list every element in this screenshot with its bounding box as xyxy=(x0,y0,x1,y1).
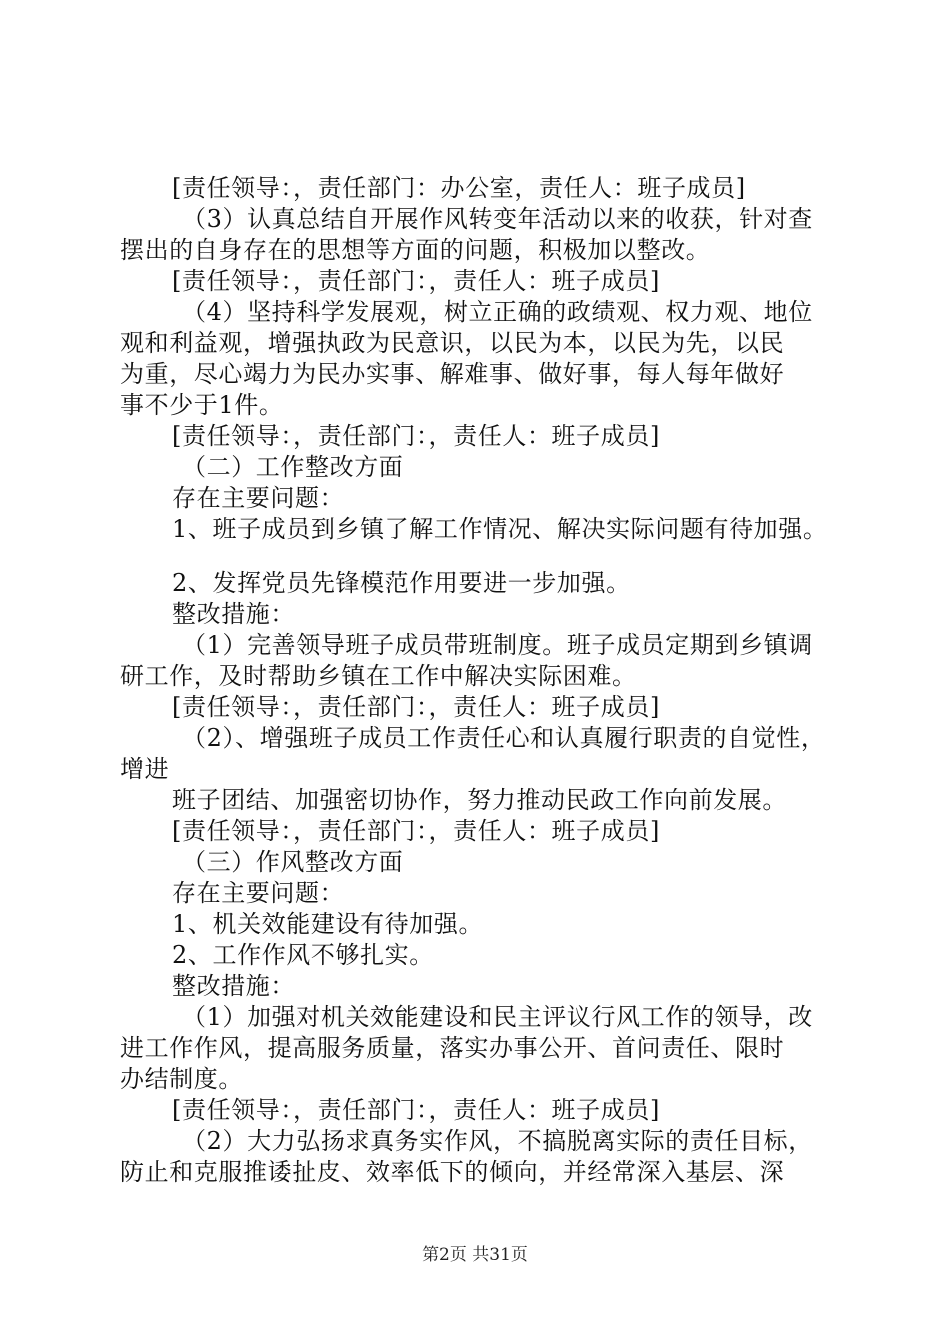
paragraph-line: 研工作，及时帮助乡镇在工作中解决实际困难。 xyxy=(120,662,637,690)
paragraph-line: （3）认真总结自开展作风转变年活动以来的收获，针对查 xyxy=(182,205,813,233)
section-heading: （三）作风整改方面 xyxy=(182,848,404,876)
document-body xyxy=(120,173,850,1188)
paragraph-line: 2、工作作风不够扎实。 xyxy=(172,941,434,969)
subheading: 整改措施： xyxy=(172,600,295,628)
paragraph-line: （4）坚持科学发展观，树立正确的政绩观、权力观、地位 xyxy=(182,298,813,326)
subheading: 存在主要问题： xyxy=(172,484,345,512)
paragraph-line: 班子团结、加强密切协作，努力推动民政工作向前发展。 xyxy=(172,786,787,814)
page-footer: 第2页 共31页 xyxy=(422,1245,528,1265)
paragraph-line: 防止和克服推诿扯皮、效率低下的倾向，并经常深入基层、深 xyxy=(120,1158,785,1186)
responsibility-line: [责任领导：，责任部门：，责任人：班子成员] xyxy=(172,422,660,450)
paragraph-line: 办结制度。 xyxy=(120,1065,243,1093)
paragraph-line: 2、发挥党员先锋模范作用要进一步加强。 xyxy=(172,569,631,597)
responsibility-line: [责任领导：，责任部门：，责任人：班子成员] xyxy=(172,693,660,721)
paragraph-line: 为重，尽心竭力为民办实事、解难事、做好事，每人每年做好 xyxy=(120,360,785,388)
paragraph-line: 进工作作风，提高服务质量，落实办事公开、首问责任、限时 xyxy=(120,1034,785,1062)
section-heading: （二）工作整改方面 xyxy=(182,453,404,481)
subheading: 存在主要问题： xyxy=(172,879,345,907)
paragraph-line: 1、机关效能建设有待加强。 xyxy=(172,910,484,938)
paragraph-line: 摆出的自身存在的思想等方面的问题，积极加以整改。 xyxy=(120,236,711,264)
responsibility-line: [责任领导：，责任部门：，责任人：班子成员] xyxy=(172,1096,660,1124)
paragraph-line: （1）加强对机关效能建设和民主评议行风工作的领导，改 xyxy=(182,1003,813,1031)
paragraph-line: 观和利益观，增强执政为民意识，以民为本，以民为先，以民 xyxy=(120,329,785,357)
paragraph-line: （1）完善领导班子成员带班制度。班子成员定期到乡镇调 xyxy=(182,631,813,659)
paragraph-line: （2）大力弘扬求真务实作风，不搞脱离实际的责任目标， xyxy=(182,1127,813,1155)
blank-spacer xyxy=(120,545,850,568)
responsibility-line: [责任领导：，责任部门：，责任人：班子成员] xyxy=(172,267,660,295)
responsibility-line: [责任领导：，责任部门：，责任人：班子成员] xyxy=(172,817,660,845)
paragraph-line: 事不少于1件。 xyxy=(120,391,284,419)
paragraph-line: 1、班子成员到乡镇了解工作情况、解决实际问题有待加强。 xyxy=(172,515,828,543)
paragraph-line: （2）、增强班子成员工作责任心和认真履行职责的自觉性， xyxy=(182,724,826,752)
paragraph-line: 增进 xyxy=(120,755,170,783)
responsibility-line: [责任领导：，责任部门：办公室，责任人：班子成员] xyxy=(172,174,746,202)
subheading: 整改措施： xyxy=(172,972,295,1000)
